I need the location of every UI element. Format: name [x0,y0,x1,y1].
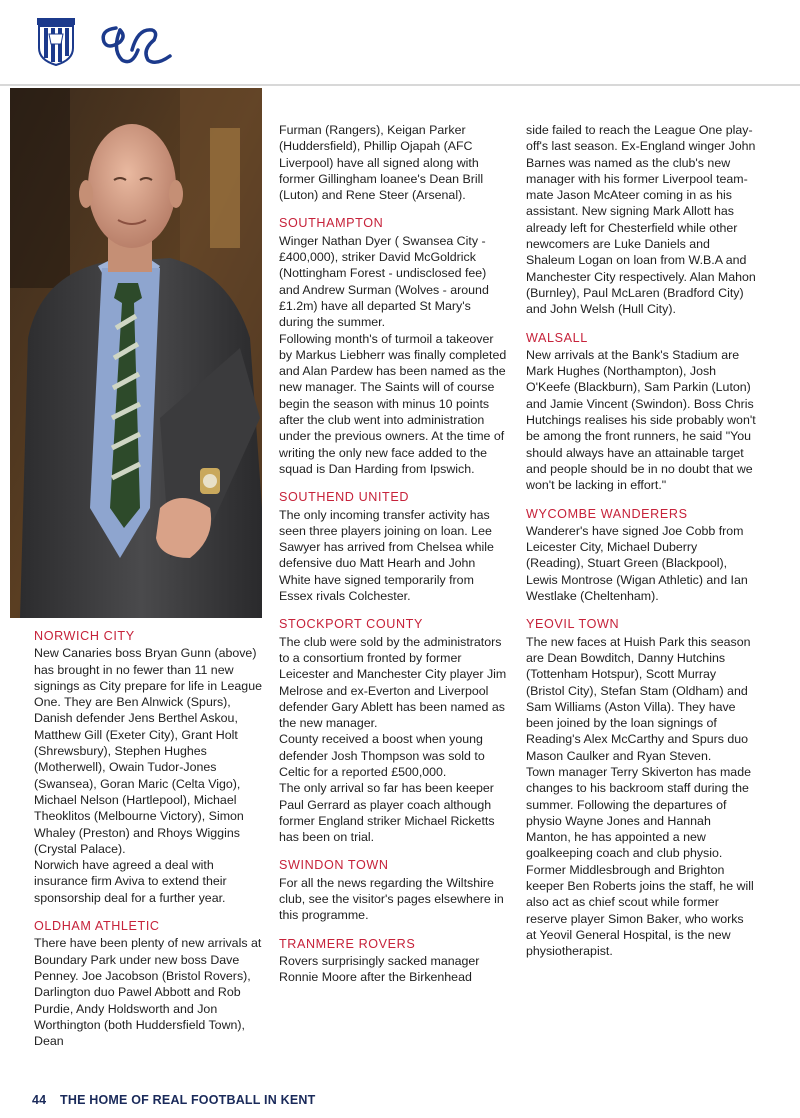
section-paragraph: New arrivals at the Bank's Stadium are Mark Hughes (Northampton), Josh O'Keefe (Blackburn), Sam Parkin (Luton) and Jamie Vincent (Swindon). Boss Chris Hutchings realises his side probably won't be among the front runners, he said "You should always have an attainable target and people should be in no doubt that we won't be lacking in effort." [526,347,756,493]
section-title: STOCKPORT COUNTY [279,617,423,632]
section-paragraph: The club were sold by the administrators to a consortium fronted by former Leicester and Manchester City player Jim Melrose and ex-Everton and Liverpool defender Gary Ablett has been named as the new manager. [279,634,507,731]
club-crest-icon [37,18,75,66]
section-paragraph: County received a boost when young defender Josh Thompson was sold to Celtic for a reported £500,000. [279,732,485,779]
section-paragraph: The new faces at Huish Park this season are Dean Bowditch, Danny Hutchins (Tottenham Hotspur), Scott Murray (Bristol City), Stefan Stam (Oldham) and Sam Williams (Aston Villa). They have been joined by the loan signings of Reading's Alex McCarthy and Spurs duo Mason Caulker and Ryan Steven. [526,634,751,763]
section-wycombe-wanderers [526,506,756,605]
section-paragraph: The only arrival so far has been keeper Paul Gerrard as player coach although former England striker Michael Ricketts has been on trial. [279,781,495,845]
column-left [34,628,266,1061]
page-header [0,0,800,86]
section-title: OLDHAM ATHLETIC [34,919,160,934]
manager-portrait-photo [10,88,262,618]
section-title: YEOVIL TOWN [526,617,620,632]
column-middle [279,122,507,998]
section-swindon-town [279,857,507,923]
section-title: WYCOMBE WANDERERS [526,506,688,521]
section-title: SWINDON TOWN [279,858,389,873]
header-divider [0,84,800,86]
section-paragraph: side failed to reach the League One play-off's last season. Ex-England winger John Barnes was named as the club's new manager with his former Liverpool team-mate Jason McAteer coming in as his assistant. New signing Mark Allott has already left for Chesterfield while other newcomers are Luke Daniels and Shaleum Logan on loan from W.B.A and Manchester City respectively. Alan Mahon (Burnley), Paul McLaren (Bradford City) and John Welsh (Hull City). [526,123,756,317]
section-paragraph: Winger Nathan Dyer ( Swansea City - £400,000), striker David McGoldrick (Nottingham Forest - undisclosed fee) and Andrew Surman (Wolves - around £1.2m) have all departed St Mary's during the summer. [279,233,489,330]
section-norwich-city [34,628,266,906]
section-yeovil-town [526,616,756,959]
section-tranmere-rovers [279,936,507,986]
section-title: TRANMERE ROVERS [279,936,416,951]
section-paragraph: There have been plenty of new arrivals at Boundary Park under new boss Dave Penney. Joe Jacobson (Bristol Rovers), Darlington duo Pawel Abbott and Rob Purdie, Andy Holdsworth and Jon Worthington (both Huddersfield Town), Dean [34,936,262,1049]
section-stockport-county [279,616,507,845]
footer-tagline: THE HOME OF REAL FOOTBALL IN KENT [60,1093,316,1107]
section-title: SOUTHAMPTON [279,216,384,231]
section-paragraph: The only incoming transfer activity has seen three players joining on loan. Lee Sawyer has arrived from Chelsea while defensive duo Matt Hearh and John White have signed temporarily from Essex rivals Colchester. [279,507,494,604]
section-title: SOUTHEND UNITED [279,490,410,505]
section-paragraph: Following month's of turmoil a takeover by Markus Liebherr was finally completed and Alan Pardew has been named as the new manager. The Saints will of course begin the season with minus 10 points after the club went into administration under the previous owners. At the time of writing the only new face added to the squad is Dan Harding from Ipswich. [279,331,507,476]
section-southend-united [279,489,507,604]
section-paragraph: New Canaries boss Bryan Gunn (above) has brought in no fewer than 11 new signings as City prepare for life in League One. They are Ben Alnwick (Spurs), Danish defender Jens Berthel Askou, Matthew Gill (Exeter City), Grant Holt (Shrewsbury), Stephen Hughes (Motherwell), Owain Tudor-Jones (Swansea), Goran Maric (Celta Vigo), Michael Nelson (Hartlepool), Michael Theoklitos (Melbourne Victory), Simon Whaley (Preston) and Rhoys Wiggins (Crystal Palace). [34,646,262,856]
section-paragraph: Wanderer's have signed Joe Cobb from Leicester City, Michael Duberry (Reading), Stuart Green (Blackpool), Lewis Montrose (Wigan Athletic) and Ian Westlake (Cheltenham). [526,523,748,604]
section-paragraph: Furman (Rangers), Keigan Parker (Huddersfield), Phillip Ojapah (AFC Liverpool) have all signed along with former Gillingham loanee's Dean Brill (Luton) and Rene Steer (Arsenal). [279,123,484,203]
club-monogram-icon [98,20,176,68]
page-footer [32,1093,772,1113]
section-title: NORWICH CITY [34,629,135,643]
section-paragraph: Norwich have agreed a deal with insurance firm Aviva to extend their sponsorship deal for a further year. [34,858,227,905]
section-walsall [526,330,756,494]
section-paragraph: For all the news regarding the Wiltshire club, see the visitor's pages elsewhere in this programme. [279,875,504,923]
section-oldham-athletic [34,918,266,1049]
section-continued [526,122,756,318]
section-southampton [279,215,507,477]
section-title: WALSALL [526,330,588,345]
section-paragraph: Town manager Terry Skiverton has made changes to his backroom staff during the summer. Following the departures of physio Wayne Jones and Hannah Manton, he has appointed a new goalkeeping coach and club physio. Former Middlesbrough and Brighton keeper Ben Roberts joins the staff, he will also act as chief scout while former reserve player Simon Baker, who works at Yeovil General Hospital, is the new physiotherapist. [526,764,754,959]
page-number: 44 [32,1093,47,1107]
section-continued [279,122,507,203]
column-right [526,122,756,972]
section-paragraph: Rovers surprisingly sacked manager Ronnie Moore after the Birkenhead [279,953,480,985]
